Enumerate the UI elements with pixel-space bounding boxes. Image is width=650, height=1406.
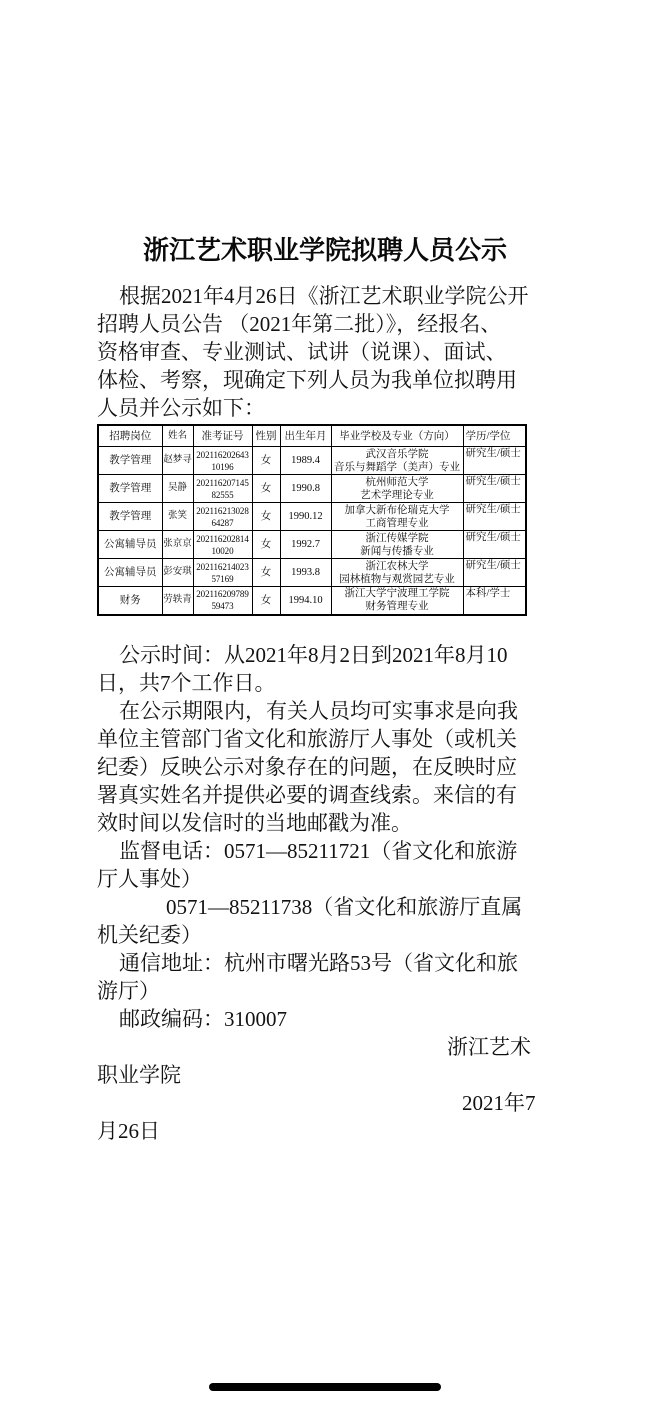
table-header-cell: 性别	[252, 425, 280, 447]
table-row	[98, 447, 526, 475]
table-cell: 研究生/硕士	[463, 559, 526, 587]
table-cell: 女	[252, 503, 280, 531]
text-line: 日，共7个工作日。	[97, 670, 276, 695]
table-cell-line: 82555	[211, 489, 234, 500]
table-header-cell: 准考证号	[193, 425, 252, 447]
text-line: 监督电话：0571—85211721（省文化和旅游	[119, 838, 518, 863]
table-cell-line: 园林植物与观赏园艺专业	[339, 573, 455, 585]
table-header-row	[98, 425, 526, 447]
table-cell	[193, 531, 252, 559]
table-cell: 公寓辅导员	[98, 531, 162, 559]
paragraph-supervision-phone-1	[97, 837, 553, 893]
table-cell-line: 202116213028	[196, 505, 249, 516]
table-cell: 1990.12	[280, 503, 331, 531]
table-cell-line: 浙江农林大学	[365, 560, 429, 572]
home-indicator[interactable]	[209, 1383, 441, 1391]
table-cell-line: 音乐与舞蹈学（美声）专业	[334, 461, 460, 473]
paragraph-postal-code	[97, 1005, 553, 1033]
table-cell	[331, 559, 463, 587]
table-cell-line: 杭州师范大学	[365, 476, 429, 488]
intro-paragraph	[97, 282, 553, 422]
table-cell: 女	[252, 447, 280, 475]
table-cell	[193, 475, 252, 503]
text-line: 邮政编码：310007	[119, 1006, 287, 1031]
page-title: 浙江艺术职业学院拟聘人员公示	[142, 235, 507, 265]
table-cell	[193, 587, 252, 615]
table-cell	[331, 503, 463, 531]
table-cell: 公寓辅导员	[98, 559, 162, 587]
text-line: 人员并公示如下：	[97, 396, 265, 420]
table-cell-line: 64287	[211, 517, 234, 528]
table-cell	[331, 447, 463, 475]
paragraph-feedback	[97, 697, 553, 837]
text-line: 2021年7	[462, 1090, 536, 1115]
table-header-cell: 学历/学位	[463, 425, 526, 447]
table-cell-line: 浙江大学宁波理工学院	[344, 588, 450, 600]
table-row	[98, 475, 526, 503]
recruits-table-body	[98, 447, 526, 615]
table-cell-line: 202116209789	[196, 589, 249, 600]
table-cell: 本科/学士	[463, 587, 526, 615]
table-cell: 赵梦寻	[162, 447, 193, 475]
table-cell: 张笑	[162, 503, 193, 531]
table-cell	[331, 587, 463, 615]
table-cell: 吴静	[162, 475, 193, 503]
table-cell: 研究生/硕士	[463, 531, 526, 559]
signature-organization	[97, 1033, 553, 1089]
text-line: 浙江艺术	[447, 1034, 531, 1059]
table-cell: 1989.4	[280, 447, 331, 475]
paragraph-mailing-address	[97, 949, 553, 1005]
table-cell-line: 新闻与传播专业	[360, 545, 434, 557]
table-cell: 教学管理	[98, 503, 162, 531]
text-line: 根据2021年4月26日《浙江艺术职业学院公开	[119, 284, 529, 308]
table-cell: 女	[252, 559, 280, 587]
text-line: 纪委）反映公示对象存在的问题，在反映时应	[97, 754, 517, 779]
table-cell-line: 工商管理专业	[365, 517, 429, 529]
paragraph-publicity-period	[97, 641, 553, 697]
signature-date	[97, 1089, 553, 1145]
table-row	[98, 587, 526, 615]
table-cell: 彭安琪	[162, 559, 193, 587]
table-cell-line: 202116214023	[196, 561, 249, 572]
table-cell: 1992.7	[280, 531, 331, 559]
table-cell-line: 59473	[211, 601, 234, 612]
table-cell: 研究生/硕士	[463, 503, 526, 531]
table-row	[98, 503, 526, 531]
table-cell: 研究生/硕士	[463, 447, 526, 475]
table-cell: 女	[252, 531, 280, 559]
table-row	[98, 559, 526, 587]
text-line: 通信地址：杭州市曙光路53号（省文化和旅	[119, 950, 518, 975]
text-line: 单位主管部门省文化和旅游厅人事处（或机关	[97, 726, 517, 751]
table-cell: 张京京	[162, 531, 193, 559]
table-header-cell: 毕业学校及专业（方向）	[331, 425, 463, 447]
table-header-cell: 出生年月	[280, 425, 331, 447]
table-cell: 教学管理	[98, 475, 162, 503]
table-cell: 研究生/硕士	[463, 475, 526, 503]
table-cell	[193, 503, 252, 531]
table-cell	[331, 475, 463, 503]
table-cell	[193, 559, 252, 587]
text-line: 效时间以发信时的当地邮戳为准。	[97, 810, 412, 835]
table-cell-line: 加拿大新布伦瑞克大学	[344, 504, 450, 516]
text-line: 厅人事处）	[97, 866, 202, 891]
text-line: 资格审查、专业测试、试讲（说课）、面试、	[97, 340, 507, 364]
paragraph-supervision-phone-2	[97, 893, 553, 949]
text-line: 招聘人员公告 （2021年第二批）》，经报名、	[97, 312, 502, 336]
table-cell	[331, 531, 463, 559]
table-cell: 女	[252, 587, 280, 615]
recruits-table	[97, 424, 527, 616]
table-cell-line: 202116202814	[196, 533, 249, 544]
recruits-table-head	[98, 425, 526, 447]
text-line: 职业学院	[97, 1062, 181, 1087]
text-line: 机关纪委）	[97, 922, 202, 947]
table-cell-line: 10020	[211, 545, 234, 556]
table-row	[98, 531, 526, 559]
text-line: 在公示期限内，有关人员均可实事求是向我	[119, 698, 518, 723]
table-cell: 1993.8	[280, 559, 331, 587]
table-cell	[193, 447, 252, 475]
table-cell: 财务	[98, 587, 162, 615]
text-line: 公示时间：从2021年8月2日到2021年8月10	[119, 642, 508, 667]
text-line: 0571—85211738（省文化和旅游厅直属	[166, 894, 523, 919]
table-cell-line: 财务管理专业	[365, 601, 429, 613]
text-line: 月26日	[97, 1118, 160, 1143]
table-cell-line: 武汉音乐学院	[365, 448, 429, 460]
text-line: 游厅）	[97, 978, 160, 1003]
text-line: 体检、考察，现确定下列人员为我单位拟聘用	[97, 368, 517, 392]
table-cell-line: 浙江传媒学院	[365, 532, 429, 544]
table-cell-line: 10196	[211, 461, 234, 472]
table-cell: 1994.10	[280, 587, 331, 615]
table-header-cell: 招聘岗位	[98, 425, 162, 447]
text-line: 署真实姓名并提供必要的调查线索。来信的有	[97, 782, 517, 807]
table-cell: 劳轶青	[162, 587, 193, 615]
table-cell: 女	[252, 475, 280, 503]
table-cell-line: 艺术学理论专业	[360, 489, 434, 501]
table-header-cell: 姓名	[162, 425, 193, 447]
table-cell: 1990.8	[280, 475, 331, 503]
table-cell-line: 202116207145	[196, 477, 249, 488]
table-cell-line: 57169	[211, 573, 234, 584]
table-cell: 教学管理	[98, 447, 162, 475]
table-cell-line: 202116202643	[196, 449, 249, 460]
